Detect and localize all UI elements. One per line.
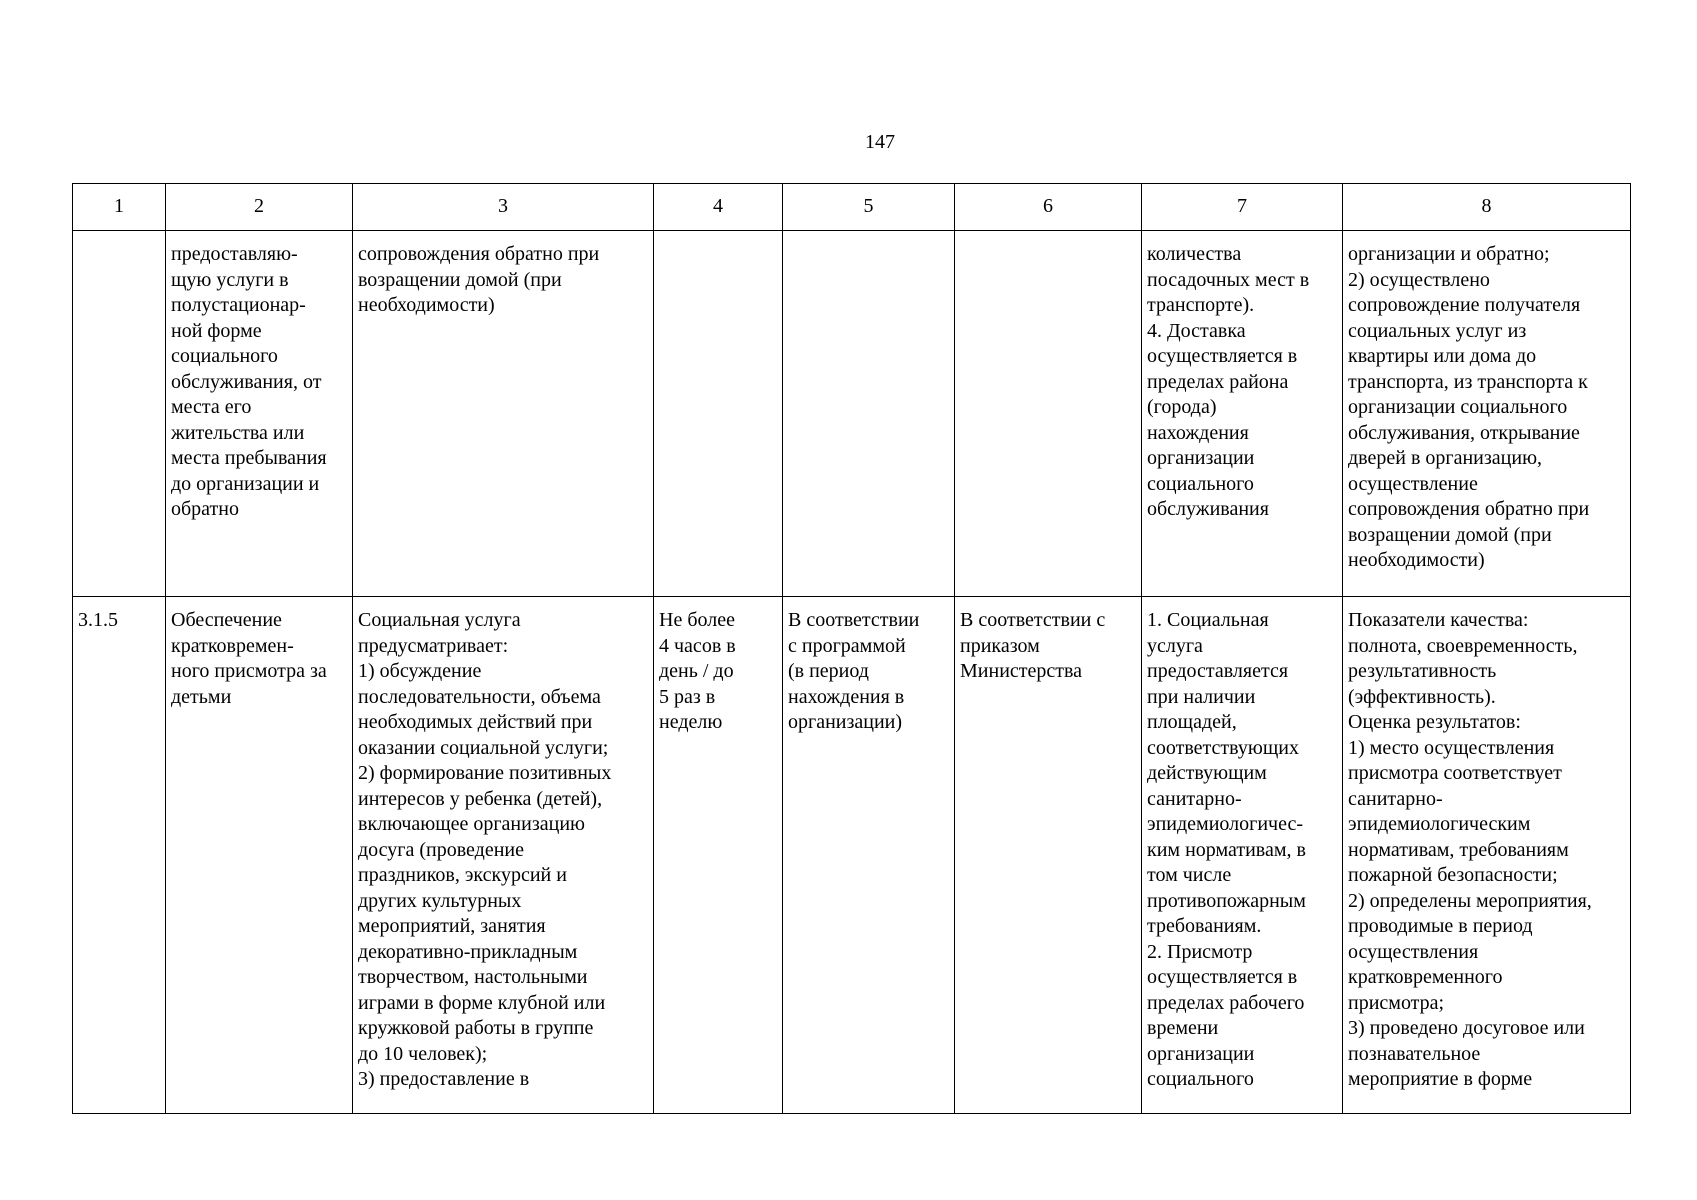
cell-text-line: кратковременного (1348, 966, 1503, 988)
page-number: 147 (865, 131, 895, 153)
cell-text-line: досуга (проведение (358, 838, 525, 861)
cell-text-line: места его (171, 396, 252, 418)
cell-text-line: услуга (1147, 634, 1203, 657)
cell-text-line: с программой (788, 634, 906, 657)
cell-text-line: возращении домой (при (358, 268, 562, 291)
cell-text-line: требованиям. (1147, 915, 1262, 937)
column-header: 8 (1343, 184, 1631, 231)
cell-text-line: ким нормативам, в (1147, 838, 1306, 861)
cell-text-line: 3) предоставление в (358, 1068, 530, 1090)
cell-text-line: нормативам, требованиям (1348, 838, 1569, 861)
cell-text-line: кратковремен- (171, 634, 294, 657)
cell-text-line: Министерства (960, 660, 1083, 682)
table-cell (1343, 597, 1631, 1114)
cell-text-line: 2) определены мероприятия, (1348, 889, 1592, 912)
cell-text-line: (города) (1147, 396, 1217, 418)
cell-text-line: В соответствии с (960, 609, 1106, 631)
cell-text-line: дверей в организацию, (1348, 447, 1543, 469)
column-header: 4 (654, 184, 783, 231)
cell-text-line: том числе (1147, 864, 1232, 886)
cell-text-line: осуществление (1348, 472, 1478, 495)
cell-text-line: декоративно-прикладным (358, 940, 578, 963)
cell-text-line: 1) место осуществления (1348, 736, 1555, 759)
cell-text-line: нахождения (1147, 421, 1249, 444)
table-cell (955, 231, 1142, 597)
cell-text-line: предусматривает: (358, 634, 509, 657)
services-table (72, 183, 1631, 1114)
cell-text-line: приказом (960, 634, 1040, 657)
cell-text-line: Социальная услуга (358, 609, 521, 631)
cell-text-line: санитарно- (1348, 787, 1443, 810)
cell-text-line: детьми (171, 685, 232, 708)
cell-text-line: Не более (659, 609, 735, 631)
cell-text-line: до 10 человек); (358, 1042, 488, 1065)
cell-text-line: 5 раз в (659, 685, 716, 708)
cell-text-line: включающее организацию (358, 813, 585, 835)
table-cell (166, 231, 353, 597)
column-header: 7 (1142, 184, 1343, 231)
cell-text-line: неделю (659, 711, 723, 733)
table-cell (166, 597, 353, 1114)
cell-text-line: осуществляется в (1147, 966, 1298, 988)
cell-text-line: ной форме (171, 319, 262, 342)
cell-text-line: познавательное (1348, 1042, 1481, 1065)
cell-text-line: интересов у ребенка (детей), (358, 787, 603, 810)
cell-text-line: сопровождения обратно при (358, 243, 600, 265)
cell-text-line: обслуживания (1147, 498, 1269, 520)
cell-text-line: действующим (1147, 762, 1267, 784)
table-cell (353, 231, 654, 597)
cell-text-line: необходимости) (358, 294, 495, 316)
cell-text-line: 2. Присмотр (1147, 940, 1253, 963)
table-cell (73, 231, 166, 597)
cell-text-line: присмотра; (1348, 991, 1445, 1014)
cell-text-line: организации и обратно; (1348, 243, 1550, 265)
cell-text-line: организации (1147, 1042, 1255, 1065)
cell-text-line: предоставляется (1147, 660, 1289, 682)
cell-text-line: времени (1147, 1017, 1219, 1039)
cell-text-line: полнота, своевременность, (1348, 634, 1578, 657)
cell-text-line: социальных услуг из (1348, 319, 1527, 342)
cell-text-line: социального (1147, 1068, 1254, 1090)
table-row (73, 231, 1631, 597)
cell-text-line: обратно (171, 498, 239, 520)
cell-text-line: других культурных (358, 889, 522, 912)
cell-text-line: осуществляется в (1147, 345, 1298, 367)
cell-text-line: (эффективность). (1348, 685, 1496, 708)
cell-text-line: ного присмотра за (171, 660, 327, 682)
cell-text-line: места пребывания (171, 447, 327, 469)
table-cell (1343, 231, 1631, 597)
column-header: 2 (166, 184, 353, 231)
cell-text-line: при наличии (1147, 685, 1256, 708)
cell-text-line: 4 часов в (659, 634, 736, 657)
cell-text-line: мероприятий, занятия (358, 915, 546, 937)
cell-text-line: 2) формирование позитивных (358, 762, 612, 784)
cell-text-line: 3) проведено досуговое или (1348, 1017, 1585, 1039)
cell-text-line: осуществления (1348, 940, 1479, 963)
cell-text-line: организации социального (1348, 396, 1568, 418)
cell-text-line: посадочных мест в (1147, 268, 1310, 291)
cell-text-line: санитарно- (1147, 787, 1242, 810)
cell-text-line: социального (171, 345, 278, 367)
cell-text-line: В соответствии (788, 609, 920, 631)
cell-text-line: необходимых действий при (358, 711, 593, 733)
column-header: 3 (353, 184, 654, 231)
cell-text-line: 4. Доставка (1147, 319, 1246, 342)
column-header: 6 (955, 184, 1142, 231)
cell-text-line: мероприятие в форме (1348, 1068, 1533, 1090)
table-cell (353, 597, 654, 1114)
cell-text-line: предоставляю- (171, 243, 298, 265)
cell-text-line: Обеспечение (171, 609, 282, 631)
cell-text-line: Оценка результатов: (1348, 711, 1521, 733)
cell-text-line: обслуживания, от (171, 370, 322, 393)
cell-text-line: творчеством, настольными (358, 966, 588, 988)
cell-text-line: проводимые в период (1348, 915, 1533, 937)
cell-text-line: транспорте). (1147, 294, 1255, 316)
cell-text-line: кружковой работы в группе (358, 1017, 594, 1039)
table-cell (73, 597, 166, 1114)
cell-text-line: присмотра соответствует (1348, 762, 1562, 784)
cell-text-line: транспорта, из транспорта к (1348, 370, 1588, 393)
cell-text-line: 1. Социальная (1147, 609, 1269, 631)
cell-text-line: социального (1147, 472, 1254, 495)
cell-text-line: количества (1147, 243, 1242, 265)
cell-text-line: противопожарным (1147, 889, 1306, 912)
cell-text-line: пожарной безопасности; (1348, 864, 1558, 886)
cell-text-line: пределах рабочего (1147, 991, 1305, 1014)
cell-text-line: до организации и (171, 472, 320, 495)
cell-text-line: оказании социальной услуги; (358, 736, 609, 759)
cell-text-line: сопровождение получателя (1348, 294, 1581, 316)
cell-text-line: сопровождения обратно при (1348, 498, 1590, 520)
cell-text-line: полустационар- (171, 294, 306, 316)
cell-text-line: возращении домой (при (1348, 523, 1552, 546)
table-cell (783, 231, 955, 597)
column-number-row (73, 184, 1631, 231)
table-cell (654, 231, 783, 597)
cell-text-line: день / до (659, 660, 734, 682)
cell-text-line: (в период (788, 660, 869, 682)
cell-text-line: 2) осуществлено (1348, 268, 1490, 291)
cell-text-line: организации (1147, 447, 1255, 469)
cell-text-line: необходимости) (1348, 549, 1485, 571)
cell-text-line: щую услуги в (171, 268, 289, 291)
column-header: 1 (73, 184, 166, 231)
cell-text-line: 3.1.5 (78, 609, 118, 631)
table-cell (783, 597, 955, 1114)
table-row (73, 597, 1631, 1114)
cell-text-line: Показатели качества: (1348, 609, 1529, 631)
cell-text-line: последовательности, объема (358, 685, 601, 708)
cell-text-line: обслуживания, открывание (1348, 421, 1580, 444)
column-header: 5 (783, 184, 955, 231)
cell-text-line: играми в форме клубной или (358, 991, 606, 1014)
cell-text-line: организации) (788, 711, 903, 733)
table-cell (955, 597, 1142, 1114)
cell-text-line: жительства или (171, 421, 305, 444)
cell-text-line: пределах района (1147, 370, 1289, 393)
table-cell (654, 597, 783, 1114)
table-cell (1142, 231, 1343, 597)
cell-text-line: праздников, экскурсий и (358, 864, 567, 886)
cell-text-line: эпидемиологическим (1348, 813, 1531, 835)
cell-text-line: соответствующих (1147, 736, 1299, 759)
cell-text-line: площадей, (1147, 711, 1237, 733)
cell-text-line: результативность (1348, 660, 1497, 682)
cell-text-line: квартиры или дома до (1348, 345, 1537, 367)
cell-text-line: нахождения в (788, 685, 905, 708)
table-cell (1142, 597, 1343, 1114)
cell-text-line: эпидемиологичес- (1147, 813, 1303, 835)
cell-text-line: 1) обсуждение (358, 660, 482, 682)
